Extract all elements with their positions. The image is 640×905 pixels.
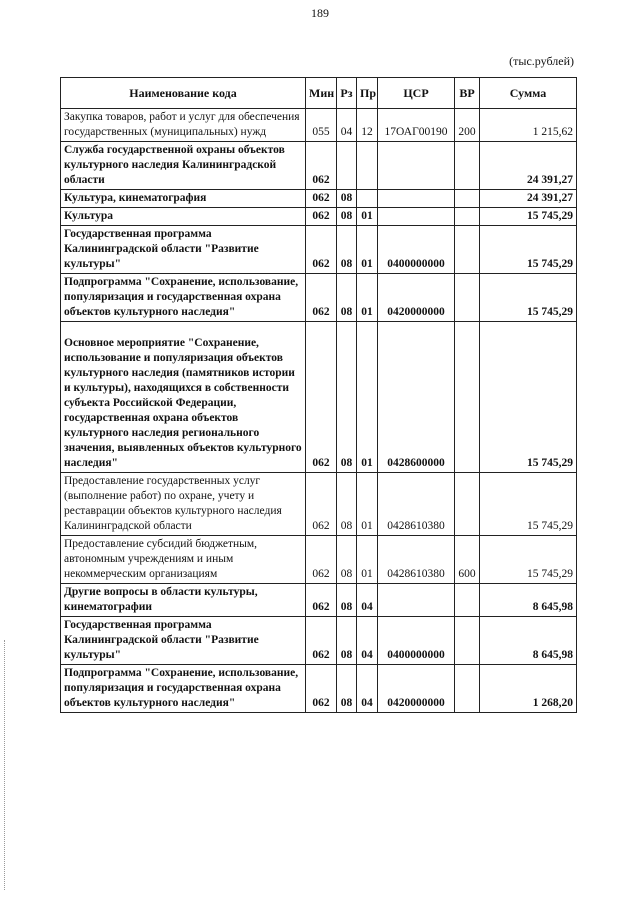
row-rz: 08 — [337, 226, 357, 274]
column-header-name: Наименование кода — [61, 78, 306, 109]
row-sum: 8 645,98 — [480, 617, 577, 665]
table-row — [61, 617, 577, 665]
row-vr — [455, 584, 480, 617]
row-vr — [455, 322, 480, 473]
row-min: 062 — [306, 274, 337, 322]
row-csr: 0420000000 — [378, 274, 455, 322]
row-csr: 17ОАГ00190 — [378, 109, 455, 142]
row-rz: 08 — [337, 473, 357, 536]
row-min: 062 — [306, 190, 337, 208]
row-vr — [455, 142, 480, 190]
row-rz: 08 — [337, 665, 357, 713]
row-rz: 04 — [337, 109, 357, 142]
row-csr — [378, 208, 455, 226]
row-min: 062 — [306, 665, 337, 713]
row-min: 062 — [306, 473, 337, 536]
row-name: Служба государственной охраны объектов культурного наследия Калининградской области — [61, 142, 306, 190]
row-name: Закупка товаров, работ и услуг для обеспечения государственных (муниципальных) нужд — [61, 109, 306, 142]
row-csr: 0428610380 — [378, 536, 455, 584]
row-rz — [337, 142, 357, 190]
scan-edge-line — [4, 640, 6, 890]
row-name: Предоставление субсидий бюджетным, автономным учреждениям и иным некоммерческим организациям — [61, 536, 306, 584]
row-rz: 08 — [337, 617, 357, 665]
row-pr: 01 — [357, 536, 378, 584]
column-header-csr: ЦСР — [378, 78, 455, 109]
row-csr — [378, 190, 455, 208]
row-rz: 08 — [337, 208, 357, 226]
table-row — [61, 208, 577, 226]
units-label: (тыс.рублей) — [509, 54, 574, 68]
row-pr: 12 — [357, 109, 378, 142]
row-name: Государственная программа Калининградской области "Развитие культуры" — [61, 617, 306, 665]
row-min: 062 — [306, 322, 337, 473]
row-csr: 0428600000 — [378, 322, 455, 473]
row-csr: 0420000000 — [378, 665, 455, 713]
column-header-vr: ВР — [455, 78, 480, 109]
row-sum: 15 745,29 — [480, 208, 577, 226]
row-pr — [357, 190, 378, 208]
row-sum: 1 268,20 — [480, 665, 577, 713]
row-sum: 15 745,29 — [480, 473, 577, 536]
row-csr — [378, 584, 455, 617]
table-row — [61, 109, 577, 142]
column-header-min: Мин — [306, 78, 337, 109]
row-csr: 0400000000 — [378, 226, 455, 274]
table-row — [61, 584, 577, 617]
row-pr: 04 — [357, 584, 378, 617]
row-pr: 01 — [357, 274, 378, 322]
row-name: Культура — [61, 208, 306, 226]
row-pr: 04 — [357, 617, 378, 665]
table-row — [61, 536, 577, 584]
table-row — [61, 190, 577, 208]
row-min: 062 — [306, 617, 337, 665]
row-sum: 1 215,62 — [480, 109, 577, 142]
row-min: 062 — [306, 584, 337, 617]
row-name: Предоставление государственных услуг (выполнение работ) по охране, учету и реставрации объектов культурного наследия Калининградской области — [61, 473, 306, 536]
row-sum: 24 391,27 — [480, 190, 577, 208]
row-sum: 8 645,98 — [480, 584, 577, 617]
row-rz: 08 — [337, 322, 357, 473]
row-name: Основное мероприятие "Сохранение, использование и популяризация объектов культурного наследия (памятников истории и культуры), находящихся в собственности субъекта Российской Федерации, государственная охрана объектов культурного наследия регионального значения, выявленных объектов культурного наследия" — [61, 322, 306, 473]
row-name: Подпрограмма "Сохранение, использование, популяризация и государственная охрана объектов культурного наследия" — [61, 274, 306, 322]
budget-table — [60, 77, 577, 713]
column-header-sum: Сумма — [480, 78, 577, 109]
row-sum: 15 745,29 — [480, 536, 577, 584]
row-pr: 04 — [357, 665, 378, 713]
row-name: Культура, кинематография — [61, 190, 306, 208]
row-vr: 200 — [455, 109, 480, 142]
row-vr — [455, 226, 480, 274]
table-row — [61, 473, 577, 536]
row-csr — [378, 142, 455, 190]
row-min: 062 — [306, 226, 337, 274]
row-vr — [455, 665, 480, 713]
row-sum: 24 391,27 — [480, 142, 577, 190]
row-sum: 15 745,29 — [480, 274, 577, 322]
row-pr — [357, 142, 378, 190]
row-min: 062 — [306, 208, 337, 226]
row-vr — [455, 617, 480, 665]
row-pr: 01 — [357, 322, 378, 473]
row-sum: 15 745,29 — [480, 226, 577, 274]
table-row — [61, 322, 577, 473]
row-rz: 08 — [337, 536, 357, 584]
row-pr: 01 — [357, 208, 378, 226]
row-vr — [455, 473, 480, 536]
row-min: 055 — [306, 109, 337, 142]
row-vr — [455, 274, 480, 322]
row-sum: 15 745,29 — [480, 322, 577, 473]
row-vr — [455, 190, 480, 208]
row-csr: 0428610380 — [378, 473, 455, 536]
row-vr: 600 — [455, 536, 480, 584]
page-number: 189 — [311, 6, 329, 20]
row-name: Государственная программа Калининградской области "Развитие культуры" — [61, 226, 306, 274]
table-row — [61, 142, 577, 190]
row-csr: 0400000000 — [378, 617, 455, 665]
row-min: 062 — [306, 536, 337, 584]
table-header-row — [61, 78, 577, 109]
table-row — [61, 226, 577, 274]
row-rz: 08 — [337, 274, 357, 322]
row-name: Другие вопросы в области культуры, кинематографии — [61, 584, 306, 617]
column-header-rz: Рз — [337, 78, 357, 109]
row-min: 062 — [306, 142, 337, 190]
row-pr: 01 — [357, 226, 378, 274]
row-pr: 01 — [357, 473, 378, 536]
column-header-pr: Пр — [357, 78, 378, 109]
row-rz: 08 — [337, 584, 357, 617]
row-rz: 08 — [337, 190, 357, 208]
table-row — [61, 665, 577, 713]
row-vr — [455, 208, 480, 226]
table-row — [61, 274, 577, 322]
row-name: Подпрограмма "Сохранение, использование, популяризация и государственная охрана объектов культурного наследия" — [61, 665, 306, 713]
